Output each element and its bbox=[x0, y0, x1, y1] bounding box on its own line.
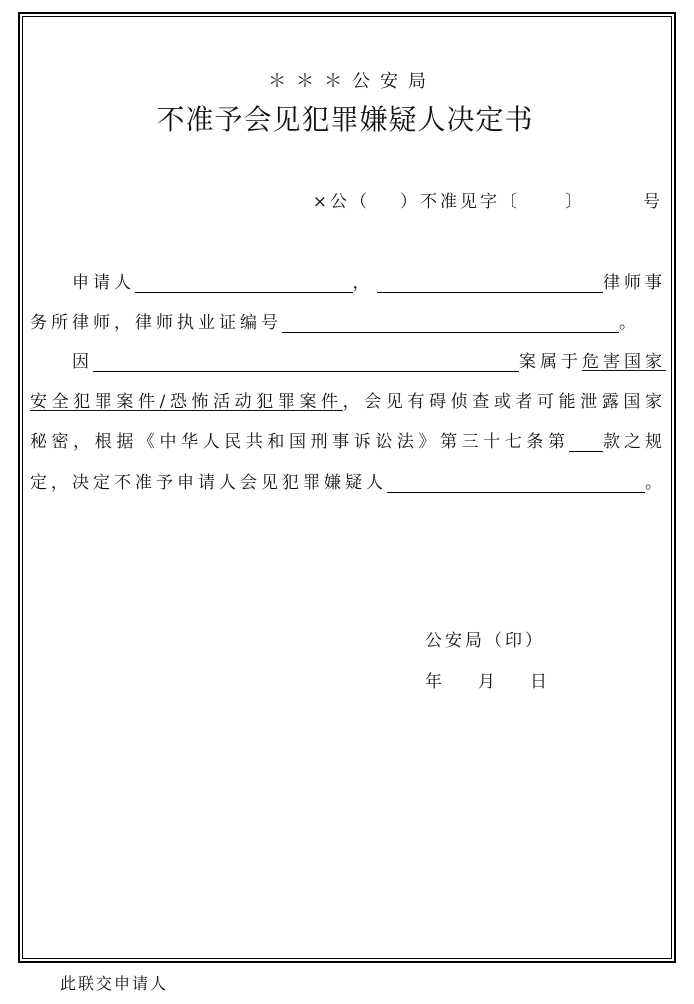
document-title: 不准予会见犯罪嫌疑人决定书 bbox=[156, 103, 534, 136]
doc-number-suffix: 号 bbox=[643, 192, 663, 212]
body-line-2 bbox=[30, 311, 662, 335]
doc-number-middle: ）不准见字〔 bbox=[400, 192, 520, 212]
body-line-1 bbox=[72, 271, 666, 295]
legal-basis: 秘密，根据《中华人民共和国刑事诉讼法》第三十七条第 bbox=[30, 432, 569, 452]
period-2: 。 bbox=[645, 473, 666, 493]
case-type-part2: 安全犯罪案件/恐怖活动犯罪案件 bbox=[30, 392, 343, 412]
case-cause-blank bbox=[93, 352, 519, 372]
body-line-6 bbox=[30, 471, 666, 495]
suspect-name-blank bbox=[387, 473, 645, 493]
issuing-office-seal: 公安局（印） bbox=[425, 631, 545, 651]
doc-number-index-blank bbox=[585, 192, 643, 212]
law-firm-label-end: 务所律师，律师执业证编号 bbox=[30, 313, 282, 333]
issuing-agency: ＊＊＊公安局 bbox=[268, 71, 436, 92]
comma: ， bbox=[352, 273, 374, 293]
doc-number-prefix: ×公（ bbox=[312, 192, 370, 212]
cause-label: 因 bbox=[72, 352, 93, 372]
body-line-4 bbox=[30, 390, 666, 414]
applicant-label: 申请人 bbox=[72, 273, 135, 293]
case-type-part1: 危害国家 bbox=[582, 352, 666, 372]
law-firm-label-start: 律师事 bbox=[603, 273, 666, 293]
clause-number-blank bbox=[569, 432, 603, 452]
doc-number-bracket-close: 〕 bbox=[565, 192, 585, 212]
date-month-label: 月 bbox=[478, 672, 495, 692]
clause-suffix: 款之规 bbox=[603, 432, 666, 452]
doc-number-year-blank bbox=[370, 192, 400, 212]
document-number bbox=[313, 190, 663, 214]
doc-number-serial-blank bbox=[520, 192, 565, 212]
body-line-3 bbox=[72, 350, 666, 374]
copy-recipient-note: 此联交申请人 bbox=[60, 974, 169, 993]
date-year-label: 年 bbox=[425, 672, 442, 692]
law-firm-name-blank bbox=[377, 273, 604, 293]
body-line-5 bbox=[30, 430, 666, 454]
license-number-blank bbox=[282, 313, 619, 333]
issue-date bbox=[425, 670, 547, 694]
period-1: 。 bbox=[619, 313, 640, 333]
meeting-obstruction-reason: ，会见有碍侦查或者可能泄露国家 bbox=[342, 392, 667, 412]
date-day-label: 日 bbox=[530, 672, 547, 692]
applicant-name-blank bbox=[135, 273, 353, 293]
case-belongs-label: 案属于 bbox=[519, 352, 582, 372]
decision-text: 定，决定不准予申请人会见犯罪嫌疑人 bbox=[30, 473, 387, 493]
